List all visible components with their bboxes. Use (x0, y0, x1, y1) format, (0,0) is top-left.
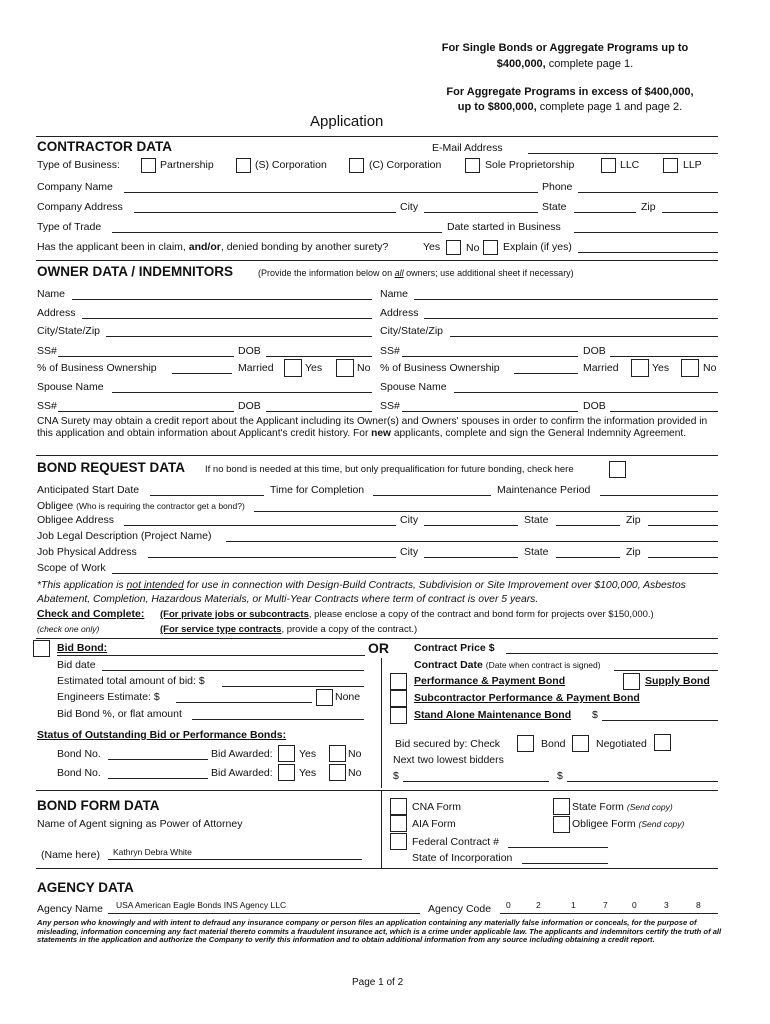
zip-field[interactable] (662, 212, 718, 213)
prequal-note: If no bond is needed at this time, but only prequalification for future bonding, check here (205, 464, 574, 475)
obligee-address-field[interactable] (124, 525, 396, 526)
aggregate-note-line2: up to $800,000, complete page 1 and page 2. (457, 101, 683, 113)
contract-date-field[interactable] (614, 670, 718, 671)
job-city-label: City (400, 546, 419, 558)
divider (36, 260, 718, 261)
perf-payment-label: Performance & Payment Bond (414, 675, 566, 687)
llc-label: LLC (620, 159, 640, 171)
bid-awarded-1-yes-checkbox[interactable] (278, 745, 295, 762)
divider (36, 868, 718, 869)
divider (36, 455, 718, 456)
company-name-label: Company Name (37, 181, 113, 193)
name-here-label: (Name here) (41, 849, 100, 861)
type-of-trade-label: Type of Trade (37, 221, 102, 233)
claim-yes-checkbox[interactable] (446, 240, 461, 255)
agency-code-digit: 8 (696, 900, 701, 910)
company-address-label: Company Address (37, 201, 123, 213)
state-field[interactable] (574, 212, 636, 213)
explain-label: Explain (if yes) (503, 241, 572, 253)
obligee-city-label: City (400, 514, 419, 526)
agency-heading: AGENCY DATA (37, 880, 134, 895)
federal-contract-field[interactable] (508, 847, 608, 848)
private-jobs-note: (For private jobs or subcontracts, please enclose a copy of the contract and bond form for projects over $150,000.) (160, 609, 654, 620)
owner2-ownership-label: % of Business Ownership (380, 362, 500, 374)
owner1-ownership-field[interactable] (172, 373, 232, 374)
divider (36, 790, 718, 791)
llp-label: LLP (683, 159, 702, 171)
bid-bond-checkbox[interactable] (33, 640, 50, 657)
owner1-address-label: Address (37, 307, 76, 319)
owner2-married-yes-checkbox[interactable] (631, 359, 649, 377)
obligee-address-label: Obligee Address (37, 514, 115, 526)
obligee-zip-field[interactable] (648, 525, 718, 526)
column-divider (381, 658, 382, 788)
bid-pct-field[interactable] (192, 719, 364, 720)
c-corp-checkbox[interactable] (349, 158, 364, 173)
company-address-field[interactable] (134, 212, 396, 213)
s-corp-label: (S) Corporation (255, 159, 327, 171)
owner2-dob-label: DOB (583, 345, 606, 357)
service-contracts-note: (For service type contracts, provide a copy of the contract.) (160, 624, 418, 635)
state-label: State (542, 201, 567, 213)
obligee-zip-label: Zip (626, 514, 641, 526)
aia-form-checkbox[interactable] (390, 815, 407, 832)
obligee-field[interactable] (254, 511, 718, 512)
owner1-spouse-ss-label: SS# (37, 400, 57, 412)
partnership-label: Partnership (160, 159, 214, 171)
credit-report-notice: CNA Surety may obtain a credit report about the Applicant including its Owner(s) and Owners' spouses in order to confirm the information provided in this application and obtain information about Applicant's credit history. For new applicants, complete and sign the General Indemnity Agreement. (37, 416, 708, 439)
stand-alone-dollar: $ (592, 709, 598, 721)
owner1-name-field[interactable] (72, 299, 372, 300)
owner2-married-yes-label: Yes (652, 362, 670, 374)
state-inc-label: State of Incorporation (412, 852, 513, 864)
start-date-label: Anticipated Start Date (37, 484, 140, 496)
owner2-married-label: Married (583, 362, 619, 374)
status-heading: Status of Outstanding Bid or Performance Bonds: (37, 729, 287, 741)
partnership-checkbox[interactable] (141, 158, 156, 173)
owner1-married-label: Married (238, 362, 274, 374)
owner1-spouse-dob-label: DOB (238, 400, 261, 412)
stand-alone-field[interactable] (602, 720, 718, 721)
contract-price-field[interactable] (506, 653, 718, 654)
bond-no-1-field[interactable] (108, 759, 208, 760)
bid-awarded-2-no-label: No (348, 767, 362, 779)
job-legal-label: Job Legal Description (Project Name) (37, 530, 212, 542)
obligee-state-label: State (524, 514, 549, 526)
obligee-label: Obligee (Who is requiring the contractor get a bond?) (37, 500, 245, 512)
state-form-label: State Form (Send copy) (572, 801, 673, 813)
job-city-field[interactable] (424, 557, 518, 558)
agency-code-digit: 1 (571, 900, 576, 910)
email-label: E-Mail Address (432, 142, 503, 154)
owner1-married-yes-checkbox[interactable] (284, 359, 302, 377)
type-of-trade-field[interactable] (112, 232, 442, 233)
stand-alone-label: Stand Alone Maintenance Bond (414, 709, 572, 721)
next-two-bidders-label: Next two lowest bidders (393, 754, 504, 766)
owner1-spouse-field[interactable] (112, 392, 372, 393)
design-build-disclaimer: *This application is not intended for use in connection with Design-Build Contracts, Subdivision or Site Improvement over $100,000, Asbestos Abatement, Completion, Hazardous Materials, or Multi-Year Contracts where term of contract is over 5 years. (37, 580, 686, 605)
engineers-field[interactable] (176, 702, 312, 703)
engineers-label: Engineers Estimate: $ (57, 691, 160, 703)
bid-awarded-2-no-checkbox[interactable] (329, 764, 346, 781)
company-name-field[interactable] (124, 192, 538, 193)
owner2-spouse-label: Spouse Name (380, 381, 447, 393)
bid-awarded-2-yes-label: Yes (299, 767, 317, 779)
agency-code-digit: 0 (506, 900, 511, 910)
owner2-spouse-field[interactable] (454, 392, 718, 393)
claim-question: Has the applicant been in claim, and/or, denied bonding by another surety? (37, 241, 389, 253)
zip-label: Zip (641, 201, 656, 213)
bid-secured-negotiated-checkbox[interactable] (654, 734, 671, 751)
sole-prop-checkbox[interactable] (465, 158, 480, 173)
agency-code-field[interactable] (500, 913, 718, 914)
bond-no-1-label: Bond No. (57, 748, 101, 760)
explain-field[interactable] (578, 252, 718, 253)
owner1-name-label: Name (37, 288, 66, 300)
owner2-spouse-ss-label: SS# (380, 400, 400, 412)
owner1-married-no-label: No (357, 362, 371, 374)
engineers-none-checkbox[interactable] (316, 689, 333, 706)
est-total-field[interactable] (222, 686, 364, 687)
obligee-city-field[interactable] (424, 525, 518, 526)
scope-label: Scope of Work (37, 562, 106, 574)
bid-secured-negotiated-label: Negotiated (596, 738, 647, 750)
engineers-none-label: None (335, 691, 361, 703)
owner2-married-no-label: No (703, 362, 717, 374)
c-corp-label: (C) Corporation (369, 159, 442, 171)
obligee-form-checkbox[interactable] (553, 816, 570, 833)
owner1-ownership-label: % of Business Ownership (37, 362, 157, 374)
time-completion-field[interactable] (373, 495, 491, 496)
agency-name-label: Agency Name (37, 903, 103, 915)
owner2-ownership-field[interactable] (514, 373, 578, 374)
owner2-address-label: Address (380, 307, 419, 319)
owner1-ss-label: SS# (37, 345, 57, 357)
obligee-form-label: Obligee Form (Send copy) (572, 818, 685, 830)
bidder1-field[interactable] (403, 781, 549, 782)
bid-secured-bond-label: Bond (541, 738, 566, 750)
bid-secured-bond-checkbox[interactable] (572, 735, 589, 752)
owner2-name-field[interactable] (414, 299, 718, 300)
owner1-dob-field[interactable] (266, 356, 372, 357)
city-field[interactable] (424, 212, 538, 213)
bid-secured-check-checkbox[interactable] (517, 735, 534, 752)
llc-checkbox[interactable] (601, 158, 616, 173)
bid-secured-label: Bid secured by: Check (395, 738, 501, 750)
aia-form-label: AIA Form (412, 818, 456, 830)
owner2-married-no-checkbox[interactable] (681, 359, 699, 377)
or-label: OR (368, 640, 389, 656)
column-divider (381, 790, 382, 868)
bond-request-heading: BOND REQUEST DATA (37, 460, 185, 475)
owner1-spouse-dob-field[interactable] (266, 411, 372, 412)
maintenance-label: Maintenance Period (497, 484, 591, 496)
contract-price-label: Contract Price $ (414, 642, 495, 654)
maintenance-field[interactable] (600, 495, 718, 496)
owner2-address-field[interactable] (424, 318, 718, 319)
agency-name-field[interactable] (108, 913, 420, 914)
owner1-address-field[interactable] (82, 318, 372, 319)
owner-note: (Provide the information below on all owners; use additional sheet if necessary) (258, 268, 574, 278)
agency-name-value: USA American Eagle Bonds INS Agency LLC (116, 900, 287, 910)
owner1-married-yes-label: Yes (305, 362, 323, 374)
page-title: Application (310, 113, 384, 130)
start-date-field[interactable] (150, 495, 264, 496)
bid-bond-label: Bid Bond: (57, 642, 108, 654)
agency-code-digit: 3 (664, 900, 669, 910)
claim-no-checkbox[interactable] (483, 240, 498, 255)
bid-date-label: Bid date (57, 659, 96, 671)
phone-label: Phone (542, 181, 573, 193)
agent-label: Name of Agent signing as Power of Attorney (37, 818, 243, 830)
page-number: Page 1 of 2 (352, 977, 404, 988)
s-corp-checkbox[interactable] (236, 158, 251, 173)
bond-no-2-label: Bond No. (57, 767, 101, 779)
state-form-checkbox[interactable] (553, 798, 570, 815)
phone-field[interactable] (578, 192, 718, 193)
owner1-dob-label: DOB (238, 345, 261, 357)
date-started-field[interactable] (574, 232, 718, 233)
obligee-state-field[interactable] (556, 525, 620, 526)
llp-checkbox[interactable] (663, 158, 678, 173)
owner2-spouse-dob-field[interactable] (610, 411, 718, 412)
job-zip-field[interactable] (648, 557, 718, 558)
cna-form-checkbox[interactable] (390, 798, 407, 815)
bid-date-field[interactable] (102, 670, 364, 671)
supply-bond-label: Supply Bond (645, 675, 710, 687)
bidder2-dollar: $ (557, 770, 563, 782)
agent-name-field[interactable] (108, 859, 362, 860)
email-field[interactable] (528, 153, 718, 154)
owner2-name-label: Name (380, 288, 409, 300)
bond-no-2-field[interactable] (108, 778, 208, 779)
bond-form-heading: BOND FORM DATA (37, 798, 160, 813)
time-completion-label: Time for Completion (270, 484, 365, 496)
agent-name-value: Kathryn Debra White (113, 847, 192, 857)
job-physical-field[interactable] (148, 557, 396, 558)
single-bond-note-line2: $400,000, complete page 1. (496, 58, 634, 70)
bid-bond-rule (57, 655, 365, 656)
scope-field[interactable] (112, 573, 718, 574)
cna-form-label: CNA Form (412, 801, 462, 813)
owner2-csz-label: City/State/Zip (380, 325, 444, 337)
claim-yes-label: Yes (423, 241, 441, 253)
owner2-csz-field[interactable] (450, 336, 718, 337)
owner-heading: OWNER DATA / INDEMNITORS (37, 264, 233, 279)
date-started-label: Date started in Business (447, 221, 561, 233)
supply-bond-checkbox[interactable] (623, 673, 640, 690)
contract-date-label: Contract Date (Date when contract is signed) (414, 659, 601, 671)
bid-awarded-1-yes-label: Yes (299, 748, 317, 760)
sub-perf-label: Subcontractor Performance & Payment Bond (414, 692, 640, 704)
owner2-spouse-ss-field[interactable] (402, 411, 578, 412)
bid-awarded-2-yes-checkbox[interactable] (278, 764, 295, 781)
check-one-note: (check one only) (37, 624, 100, 634)
prequal-checkbox[interactable] (609, 461, 626, 478)
bid-awarded-1-no-label: No (348, 748, 362, 760)
owner1-csz-field[interactable] (106, 336, 372, 337)
job-legal-field[interactable] (226, 541, 718, 542)
claim-no-label: No (466, 242, 480, 254)
owner2-dob-field[interactable] (610, 356, 718, 357)
divider (36, 136, 718, 137)
est-total-label: Estimated total amount of bid: $ (57, 675, 205, 687)
agency-code-digit: 2 (536, 900, 541, 910)
aggregate-note: For Aggregate Programs in excess of $400,000, (446, 86, 694, 98)
bid-awarded-1-label: Bid Awarded: (211, 748, 273, 760)
job-zip-label: Zip (626, 546, 641, 558)
agency-code-digit: 0 (632, 900, 637, 910)
federal-contract-label: Federal Contract # (412, 836, 499, 848)
job-physical-label: Job Physical Address (37, 546, 137, 558)
sub-perf-checkbox[interactable] (390, 690, 407, 707)
bid-awarded-2-label: Bid Awarded: (211, 767, 273, 779)
perf-payment-checkbox[interactable] (390, 673, 407, 690)
city-label: City (400, 201, 419, 213)
bid-awarded-1-no-checkbox[interactable] (329, 745, 346, 762)
agency-code-label: Agency Code (428, 903, 492, 915)
owner1-csz-label: City/State/Zip (37, 325, 101, 337)
bidder2-field[interactable] (567, 781, 718, 782)
stand-alone-checkbox[interactable] (390, 707, 407, 724)
type-of-business-label: Type of Business: (37, 159, 120, 171)
bid-pct-label: Bid Bond %, or flat amount (57, 708, 182, 720)
sole-prop-label: Sole Proprietorship (485, 159, 575, 171)
agency-code-digit: 7 (603, 900, 608, 910)
check-complete-label: Check and Complete: (37, 608, 145, 620)
federal-contract-checkbox[interactable] (390, 833, 407, 850)
fraud-warning: Any person who knowingly and with intent to defraud any insurance company or person files an application containing any materially false information or conceals, for the purpose of misleading, information concerning any fact material thereto commits a fraudulent insurance act, which is a crime under applicable law. The applicants and indemnitors certify the truth of all statements in the application and authorize the Company to verify this information and to obtain additional information from any source including obtaining a credit report. (37, 918, 722, 945)
owner1-ss-field[interactable] (58, 356, 234, 357)
owner1-spouse-ss-field[interactable] (58, 411, 234, 412)
divider (36, 638, 718, 639)
owner1-spouse-label: Spouse Name (37, 381, 104, 393)
job-state-label: State (524, 546, 549, 558)
state-inc-field[interactable] (522, 863, 608, 864)
owner2-ss-field[interactable] (402, 356, 578, 357)
job-state-field[interactable] (556, 557, 620, 558)
owner2-ss-label: SS# (380, 345, 400, 357)
owner1-married-no-checkbox[interactable] (336, 359, 354, 377)
single-bond-note: For Single Bonds or Aggregate Programs up to (441, 42, 689, 54)
bidder1-dollar: $ (393, 770, 399, 782)
owner2-spouse-dob-label: DOB (583, 400, 606, 412)
contractor-heading: CONTRACTOR DATA (37, 139, 172, 154)
